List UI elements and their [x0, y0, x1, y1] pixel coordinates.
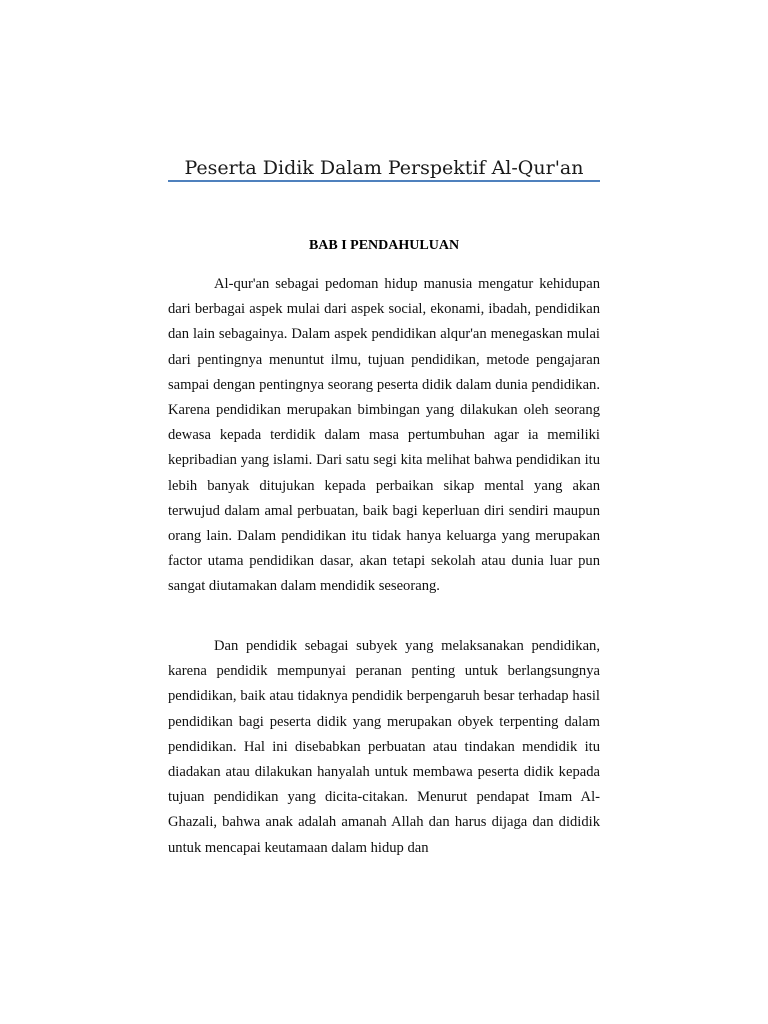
- chapter-heading: BAB I PENDAHULUAN: [308, 238, 460, 253]
- document-title: Peserta Didik Dalam Perspektif Al-Qur'an: [184, 157, 584, 179]
- body-paragraph-1: Al-qur'an sebagai pedoman hidup manusia mengatur kehidupan dari berbagai aspek mulai dari aspek social, ekonami, ibadah, pendidikan dan lain sebagainya. Dalam aspek pendidikan alqur'an menegaskan mulai dari pentingnya menuntut ilmu, tujuan pendidikan, metode pengajaran sampai dengan pentingnya seorang peserta didik dalam dunia pendidikan. Karena pendidikan merupakan bimbingan yang dilakukan oleh seorang dewasa kepada terdidik dalam masa pertumbuhan agar ia memiliki kepribadian yang islami. Dari satu segi kita melihat bahwa pendidikan itu lebih banyak ditujukan kepada perbaikan sikap mental yang akan terwujud dalam amal perbuatan, baik bagi keperluan diri sendiri maupun orang lain. Dalam pendidikan itu tidak hanya keluarga yang merupakan factor utama pendidikan dasar, akan tetapi sekolah atau dunia luar pun sangat diutamakan dalam mendidik seseorang.: [168, 276, 600, 595]
- title-underline-rule: [168, 180, 600, 182]
- body-paragraph-2: Dan pendidik sebagai subyek yang melaksanakan pendidikan, karena pendidik mempunyai peranan penting untuk berlangsungnya pendidikan, baik atau tidaknya pendidik berpengaruh besar terhadap hasil pendidikan bagi peserta didik yang merupakan obyek terpenting dalam pendidikan. Hal ini disebabkan perbuatan atau tindakan mendidik itu diadakan atau dilakukan hanyalah untuk membawa peserta didik kepada tujuan pendidikan yang dicita-citakan. Menurut pendapat Imam Al-Ghazali, bahwa anak adalah amanah Allah dan harus dijaga dan dididik untuk mencapai keutamaan dalam hidup dan: [168, 638, 600, 856]
